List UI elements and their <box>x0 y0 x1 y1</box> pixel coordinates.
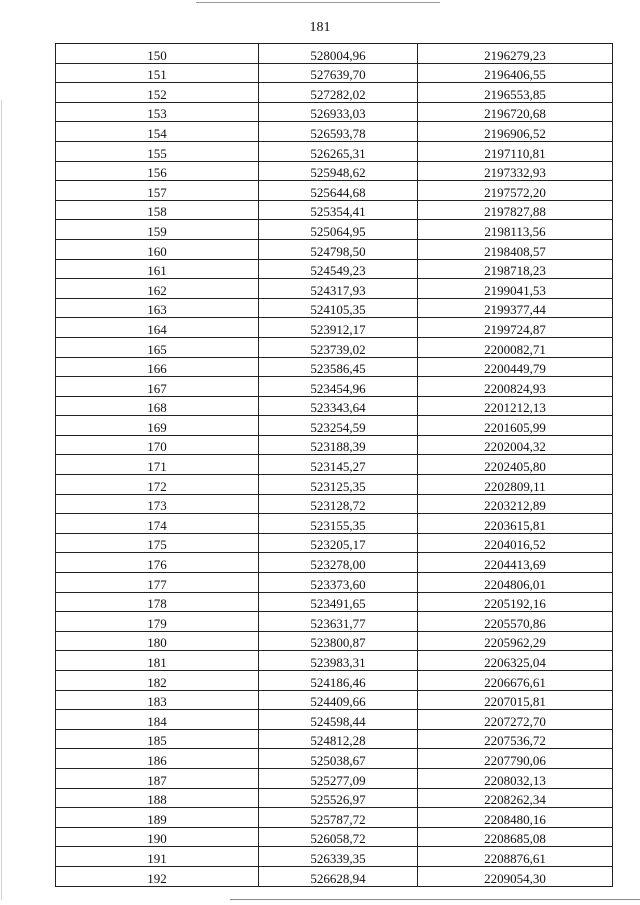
point-number-cell: 174 <box>56 514 259 534</box>
x-coordinate-cell: 523454,96 <box>259 377 418 397</box>
table-row <box>56 122 613 142</box>
y-coordinate-cell: 2199377,44 <box>418 298 613 318</box>
point-number-cell: 189 <box>56 808 259 828</box>
point-number-cell: 168 <box>56 396 259 416</box>
point-number-cell: 153 <box>56 102 259 122</box>
y-coordinate-cell: 2199724,87 <box>418 318 613 338</box>
y-coordinate-cell: 2196906,52 <box>418 122 613 142</box>
x-coordinate-cell: 523343,64 <box>259 396 418 416</box>
table-row <box>56 494 613 514</box>
table-row <box>56 200 613 220</box>
point-number-cell: 166 <box>56 357 259 377</box>
point-number-cell: 155 <box>56 141 259 161</box>
table-row <box>56 141 613 161</box>
y-coordinate-cell: 2197572,20 <box>418 181 613 201</box>
x-coordinate-cell: 525787,72 <box>259 808 418 828</box>
table-row <box>56 416 613 436</box>
y-coordinate-cell: 2208262,34 <box>418 788 613 808</box>
coordinates-table <box>55 43 613 887</box>
point-number-cell: 165 <box>56 337 259 357</box>
table-row <box>56 671 613 691</box>
table-row <box>56 827 613 847</box>
x-coordinate-cell: 528004,96 <box>259 44 418 64</box>
point-number-cell: 190 <box>56 827 259 847</box>
y-coordinate-cell: 2200082,71 <box>418 337 613 357</box>
table-row <box>56 710 613 730</box>
point-number-cell: 181 <box>56 651 259 671</box>
y-coordinate-cell: 2207272,70 <box>418 710 613 730</box>
point-number-cell: 178 <box>56 592 259 612</box>
table-row <box>56 181 613 201</box>
y-coordinate-cell: 2209054,30 <box>418 866 613 886</box>
x-coordinate-cell: 523739,02 <box>259 337 418 357</box>
table-row <box>56 279 613 299</box>
x-coordinate-cell: 523145,27 <box>259 455 418 475</box>
table-row <box>56 729 613 749</box>
point-number-cell: 159 <box>56 220 259 240</box>
y-coordinate-cell: 2200824,93 <box>418 377 613 397</box>
y-coordinate-cell: 2203615,81 <box>418 514 613 534</box>
point-number-cell: 192 <box>56 866 259 886</box>
coordinates-table-body <box>56 44 613 887</box>
table-row <box>56 435 613 455</box>
y-coordinate-cell: 2206676,61 <box>418 671 613 691</box>
x-coordinate-cell: 524812,28 <box>259 729 418 749</box>
y-coordinate-cell: 2204806,01 <box>418 573 613 593</box>
x-coordinate-cell: 525526,97 <box>259 788 418 808</box>
table-row <box>56 514 613 534</box>
x-coordinate-cell: 523254,59 <box>259 416 418 436</box>
y-coordinate-cell: 2208685,08 <box>418 827 613 847</box>
point-number-cell: 187 <box>56 768 259 788</box>
y-coordinate-cell: 2205570,86 <box>418 612 613 632</box>
table-row <box>56 651 613 671</box>
y-coordinate-cell: 2196720,68 <box>418 102 613 122</box>
y-coordinate-cell: 2201605,99 <box>418 416 613 436</box>
y-coordinate-cell: 2198718,23 <box>418 259 613 279</box>
point-number-cell: 156 <box>56 161 259 181</box>
x-coordinate-cell: 523373,60 <box>259 573 418 593</box>
table-row <box>56 161 613 181</box>
y-coordinate-cell: 2202004,32 <box>418 435 613 455</box>
table-row <box>56 808 613 828</box>
y-coordinate-cell: 2207790,06 <box>418 749 613 769</box>
y-coordinate-cell: 2203212,89 <box>418 494 613 514</box>
y-coordinate-cell: 2196553,85 <box>418 83 613 103</box>
point-number-cell: 161 <box>56 259 259 279</box>
point-number-cell: 186 <box>56 749 259 769</box>
point-number-cell: 158 <box>56 200 259 220</box>
x-coordinate-cell: 525354,41 <box>259 200 418 220</box>
table-row <box>56 63 613 83</box>
y-coordinate-cell: 2205192,16 <box>418 592 613 612</box>
table-row <box>56 631 613 651</box>
point-number-cell: 188 <box>56 788 259 808</box>
x-coordinate-cell: 526265,31 <box>259 141 418 161</box>
y-coordinate-cell: 2197827,88 <box>418 200 613 220</box>
point-number-cell: 169 <box>56 416 259 436</box>
y-coordinate-cell: 2208032,13 <box>418 768 613 788</box>
y-coordinate-cell: 2202809,11 <box>418 475 613 495</box>
scan-border-top <box>196 2 440 3</box>
point-number-cell: 167 <box>56 377 259 397</box>
table-row <box>56 533 613 553</box>
y-coordinate-cell: 2207015,81 <box>418 690 613 710</box>
y-coordinate-cell: 2196406,55 <box>418 63 613 83</box>
x-coordinate-cell: 524105,35 <box>259 298 418 318</box>
x-coordinate-cell: 526339,35 <box>259 847 418 867</box>
x-coordinate-cell: 523586,45 <box>259 357 418 377</box>
table-row <box>56 455 613 475</box>
y-coordinate-cell: 2198113,56 <box>418 220 613 240</box>
point-number-cell: 179 <box>56 612 259 632</box>
x-coordinate-cell: 523188,39 <box>259 435 418 455</box>
table-row <box>56 396 613 416</box>
point-number-cell: 173 <box>56 494 259 514</box>
table-row <box>56 475 613 495</box>
table-row <box>56 337 613 357</box>
point-number-cell: 185 <box>56 729 259 749</box>
x-coordinate-cell: 524317,93 <box>259 279 418 299</box>
x-coordinate-cell: 523983,31 <box>259 651 418 671</box>
scan-border-left <box>1 100 2 900</box>
y-coordinate-cell: 2208480,16 <box>418 808 613 828</box>
x-coordinate-cell: 526593,78 <box>259 122 418 142</box>
x-coordinate-cell: 523205,17 <box>259 533 418 553</box>
point-number-cell: 151 <box>56 63 259 83</box>
point-number-cell: 171 <box>56 455 259 475</box>
point-number-cell: 176 <box>56 553 259 573</box>
page-number: 181 <box>309 20 331 35</box>
point-number-cell: 150 <box>56 44 259 64</box>
x-coordinate-cell: 526058,72 <box>259 827 418 847</box>
point-number-cell: 163 <box>56 298 259 318</box>
y-coordinate-cell: 2207536,72 <box>418 729 613 749</box>
y-coordinate-cell: 2200449,79 <box>418 357 613 377</box>
table-row <box>56 690 613 710</box>
table-row <box>56 768 613 788</box>
point-number-cell: 175 <box>56 533 259 553</box>
y-coordinate-cell: 2197110,81 <box>418 141 613 161</box>
y-coordinate-cell: 2197332,93 <box>418 161 613 181</box>
y-coordinate-cell: 2198408,57 <box>418 239 613 259</box>
table-row <box>56 44 613 64</box>
x-coordinate-cell: 523631,77 <box>259 612 418 632</box>
x-coordinate-cell: 523278,00 <box>259 553 418 573</box>
scan-border-bottom <box>230 899 640 900</box>
x-coordinate-cell: 527639,70 <box>259 63 418 83</box>
table-row <box>56 298 613 318</box>
point-number-cell: 172 <box>56 475 259 495</box>
point-number-cell: 157 <box>56 181 259 201</box>
table-row <box>56 847 613 867</box>
x-coordinate-cell: 525277,09 <box>259 768 418 788</box>
table-row <box>56 573 613 593</box>
point-number-cell: 183 <box>56 690 259 710</box>
y-coordinate-cell: 2208876,61 <box>418 847 613 867</box>
y-coordinate-cell: 2204016,52 <box>418 533 613 553</box>
x-coordinate-cell: 525064,95 <box>259 220 418 240</box>
x-coordinate-cell: 525038,67 <box>259 749 418 769</box>
x-coordinate-cell: 523125,35 <box>259 475 418 495</box>
x-coordinate-cell: 523800,87 <box>259 631 418 651</box>
table-row <box>56 83 613 103</box>
point-number-cell: 152 <box>56 83 259 103</box>
y-coordinate-cell: 2201212,13 <box>418 396 613 416</box>
table-row <box>56 612 613 632</box>
y-coordinate-cell: 2204413,69 <box>418 553 613 573</box>
point-number-cell: 191 <box>56 847 259 867</box>
table-row <box>56 749 613 769</box>
y-coordinate-cell: 2205962,29 <box>418 631 613 651</box>
y-coordinate-cell: 2196279,23 <box>418 44 613 64</box>
table-row <box>56 866 613 886</box>
x-coordinate-cell: 524186,46 <box>259 671 418 691</box>
table-row <box>56 220 613 240</box>
table-row <box>56 553 613 573</box>
y-coordinate-cell: 2206325,04 <box>418 651 613 671</box>
x-coordinate-cell: 525948,62 <box>259 161 418 181</box>
table-row <box>56 102 613 122</box>
table-row <box>56 259 613 279</box>
point-number-cell: 180 <box>56 631 259 651</box>
y-coordinate-cell: 2202405,80 <box>418 455 613 475</box>
x-coordinate-cell: 523155,35 <box>259 514 418 534</box>
point-number-cell: 170 <box>56 435 259 455</box>
point-number-cell: 182 <box>56 671 259 691</box>
table-row <box>56 592 613 612</box>
table-row <box>56 788 613 808</box>
table-row <box>56 318 613 338</box>
point-number-cell: 164 <box>56 318 259 338</box>
x-coordinate-cell: 527282,02 <box>259 83 418 103</box>
y-coordinate-cell: 2199041,53 <box>418 279 613 299</box>
table-row <box>56 239 613 259</box>
point-number-cell: 160 <box>56 239 259 259</box>
x-coordinate-cell: 523128,72 <box>259 494 418 514</box>
x-coordinate-cell: 524549,23 <box>259 259 418 279</box>
table-row <box>56 377 613 397</box>
point-number-cell: 154 <box>56 122 259 142</box>
x-coordinate-cell: 526933,03 <box>259 102 418 122</box>
x-coordinate-cell: 524409,66 <box>259 690 418 710</box>
x-coordinate-cell: 524598,44 <box>259 710 418 730</box>
x-coordinate-cell: 523491,65 <box>259 592 418 612</box>
point-number-cell: 162 <box>56 279 259 299</box>
x-coordinate-cell: 523912,17 <box>259 318 418 338</box>
x-coordinate-cell: 525644,68 <box>259 181 418 201</box>
table-row <box>56 357 613 377</box>
x-coordinate-cell: 526628,94 <box>259 866 418 886</box>
point-number-cell: 184 <box>56 710 259 730</box>
point-number-cell: 177 <box>56 573 259 593</box>
x-coordinate-cell: 524798,50 <box>259 239 418 259</box>
